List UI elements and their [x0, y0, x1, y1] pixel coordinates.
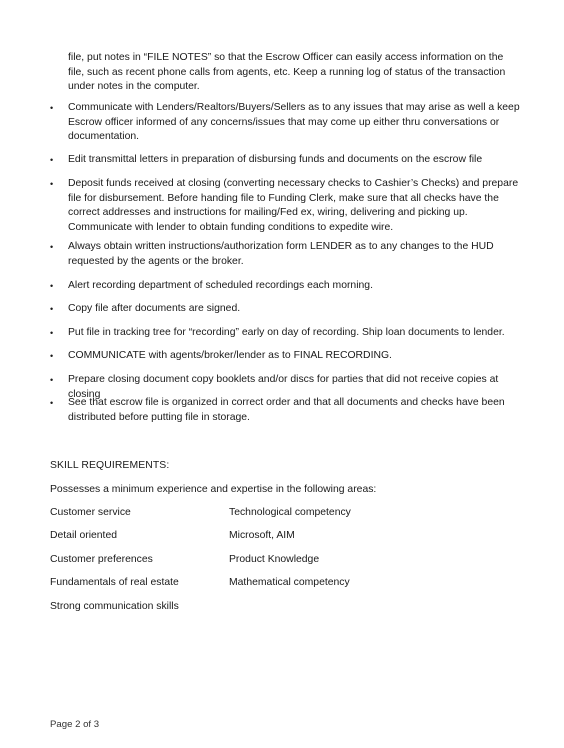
skill-item: Technological competency: [229, 507, 351, 518]
duty-text: Put file in tracking tree for “recording” early on day of recording. Ship loan documents to lender.: [68, 327, 505, 338]
duty-text: See that escrow file is organized in correct order and that all documents and checks have been distributed before putting file in storage.: [68, 397, 505, 423]
page-number: Page 2 of 3: [50, 719, 100, 730]
skill-item: Customer service: [50, 507, 131, 518]
bullet-icon: •: [50, 103, 54, 113]
skill-item: Mathematical competency: [229, 577, 350, 588]
bullet-icon: •: [50, 304, 54, 314]
duty-text: COMMUNICATE with agents/broker/lender as to FINAL RECORDING.: [68, 350, 392, 361]
duty-text: Deposit funds received at closing (converting necessary checks to Cashier’s Checks) and prepare file for disbursement. Before handing file to Funding Clerk, make sure that all checks have the correct addresses and instructions for mailing/Fed ex, wiring, delivering and picking up. Communicate with lender to obtain funding conditions to expedite wire.: [68, 178, 519, 233]
duty-text: Edit transmittal letters in preparation of disbursing funds and documents on the escrow file: [68, 154, 483, 165]
bullet-icon: •: [50, 328, 54, 338]
continuation-paragraph: file, put notes in “FILE NOTES” so that the Escrow Officer can easily access information on the file, such as recent phone calls from agents, etc. Keep a running log of status of the transaction under notes in the computer.: [68, 52, 506, 93]
duty-text: Prepare closing document copy booklets and/or discs for parties that did not receive copies at closing: [68, 374, 499, 400]
duty-text: Always obtain written instructions/authorization form LENDER as to any changes to the HUD requested by the agents or the broker.: [68, 241, 494, 267]
duty-text: Communicate with Lenders/Realtors/Buyers/Sellers as to any issues that may arise as well a keep Escrow officer informed of any concerns/issues that may come up either thru conversations or documentation.: [68, 102, 520, 143]
bullet-icon: •: [50, 242, 54, 252]
bullet-icon: •: [50, 375, 54, 385]
skill-item: Strong communication skills: [50, 601, 179, 612]
duty-text: Copy file after documents are signed.: [68, 303, 241, 314]
skill-item: Product Knowledge: [229, 554, 320, 565]
skill-item: Detail oriented: [50, 530, 118, 541]
bullet-icon: •: [50, 398, 54, 408]
bullet-icon: •: [50, 281, 54, 291]
skill-item: Fundamentals of real estate: [50, 577, 179, 588]
skills-heading: SKILL REQUIREMENTS:: [50, 460, 170, 471]
bullet-icon: •: [50, 155, 54, 165]
skill-item: Customer preferences: [50, 554, 153, 565]
skill-item: Microsoft, AIM: [229, 530, 295, 541]
skills-intro: Possesses a minimum experience and expertise in the following areas:: [50, 484, 377, 495]
bullet-icon: •: [50, 351, 54, 361]
bullet-icon: •: [50, 179, 54, 189]
duty-text: Alert recording department of scheduled recordings each morning.: [68, 280, 373, 291]
